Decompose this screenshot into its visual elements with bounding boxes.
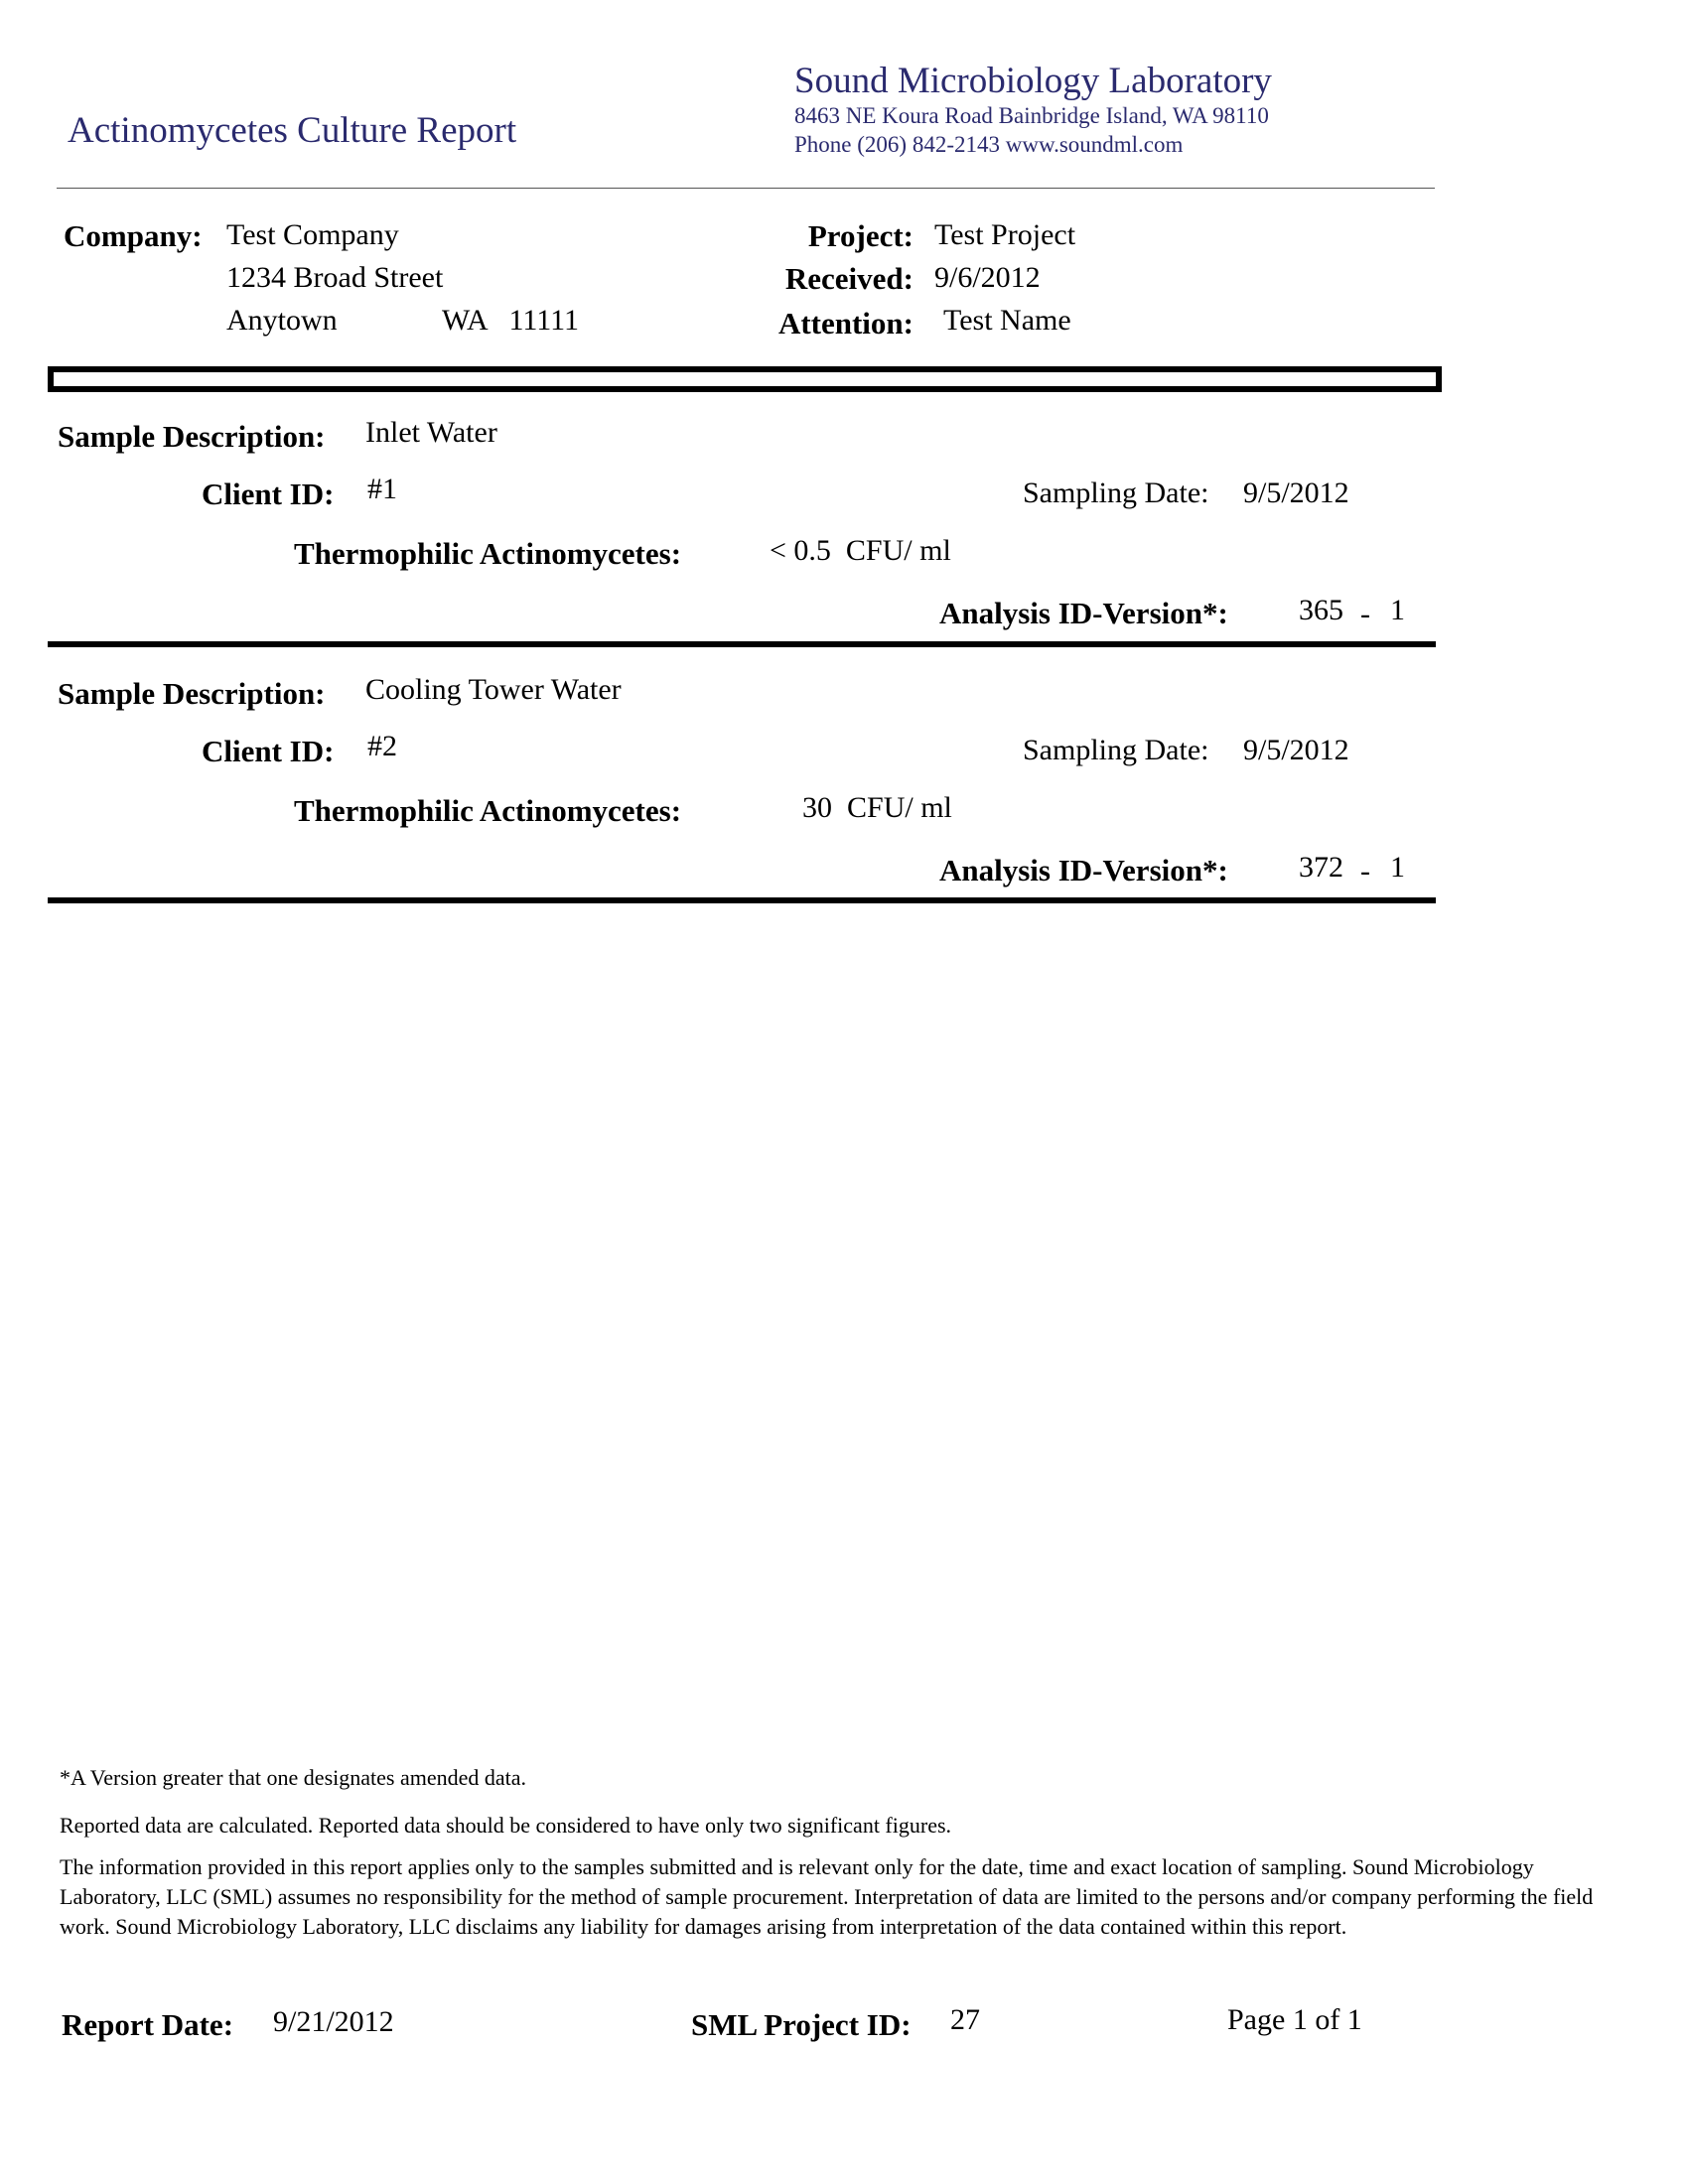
client-id: #2 — [367, 730, 397, 762]
analysis-id: 365 — [1299, 594, 1343, 626]
lab-address: 8463 NE Koura Road Bainbridge Island, WA 98110 — [794, 103, 1269, 128]
analysis-separator: - — [1360, 855, 1370, 887]
sml-project-id-label: SML Project ID: — [691, 2007, 912, 2042]
header-divider — [57, 188, 1435, 189]
version-note: *A Version greater that one designates amended data. — [60, 1765, 526, 1790]
client-id: #1 — [367, 473, 397, 505]
disclaimer: The information provided in this report applies only to the samples submitted and is relevant only for the date, time and exact location of sampling. Sound Microbiology Laboratory, LLC (SML) assumes no responsibility for the method of sample procurement. Interpretation of data are limited to the persons and/or company performing the field work. Sound Microbiology Laboratory, LLC disclaims any liability for damages arising from interpretation of the data contained within this report. — [60, 1854, 1594, 1939]
sample-divider — [48, 897, 1436, 903]
client-id-label: Client ID: — [202, 477, 335, 511]
analysis-id: 372 — [1299, 851, 1343, 884]
sml-project-id: 27 — [950, 2003, 980, 2036]
analysis-version: 1 — [1390, 851, 1405, 884]
calculation-note: Reported data are calculated. Reported data should be considered to have only two significant figures. — [60, 1813, 952, 1838]
page-number: Page 1 of 1 — [1227, 2003, 1362, 2036]
analyte-label: Thermophilic Actinomycetes: — [294, 793, 682, 828]
lab-phone: Phone (206) 842-2143 www.soundml.com — [794, 132, 1184, 157]
project-value: Test Project — [934, 218, 1076, 251]
analysis-version: 1 — [1390, 594, 1405, 626]
report-date-label: Report Date: — [62, 2007, 234, 2042]
sample-description: Inlet Water — [365, 416, 497, 449]
analysis-id-label: Analysis ID-Version*: — [939, 596, 1228, 630]
analyte-label: Thermophilic Actinomycetes: — [294, 536, 682, 571]
company-street: 1234 Broad Street — [226, 261, 444, 294]
company-label: Company: — [64, 218, 203, 253]
report-date: 9/21/2012 — [273, 2005, 394, 2038]
sampling-date-label: Sampling Date: — [1023, 734, 1209, 766]
result-value: 30 CFU/ ml — [802, 791, 952, 824]
analysis-id-label: Analysis ID-Version*: — [939, 853, 1228, 887]
sample-description-label: Sample Description: — [58, 676, 326, 711]
sampling-date: 9/5/2012 — [1243, 734, 1349, 766]
received-value: 9/6/2012 — [934, 261, 1041, 294]
sample-divider — [48, 641, 1436, 647]
sample-description-label: Sample Description: — [58, 419, 326, 454]
sampling-date: 9/5/2012 — [1243, 477, 1349, 509]
result-value: < 0.5 CFU/ ml — [770, 534, 951, 567]
attention-label: Attention: — [777, 306, 914, 341]
report-title: Actinomycetes Culture Report — [68, 110, 517, 151]
analysis-separator: - — [1360, 598, 1370, 630]
company-state-zip: WA 11111 — [442, 304, 580, 337]
project-label: Project: — [807, 218, 914, 253]
client-id-label: Client ID: — [202, 734, 335, 768]
attention-value: Test Name — [943, 304, 1071, 337]
company-city: Anytown — [226, 304, 338, 337]
sample-description: Cooling Tower Water — [365, 673, 622, 706]
lab-name: Sound Microbiology Laboratory — [794, 61, 1272, 101]
client-section-divider — [48, 366, 1442, 392]
received-label: Received: — [784, 261, 914, 296]
company-name: Test Company — [226, 218, 399, 251]
sampling-date-label: Sampling Date: — [1023, 477, 1209, 509]
